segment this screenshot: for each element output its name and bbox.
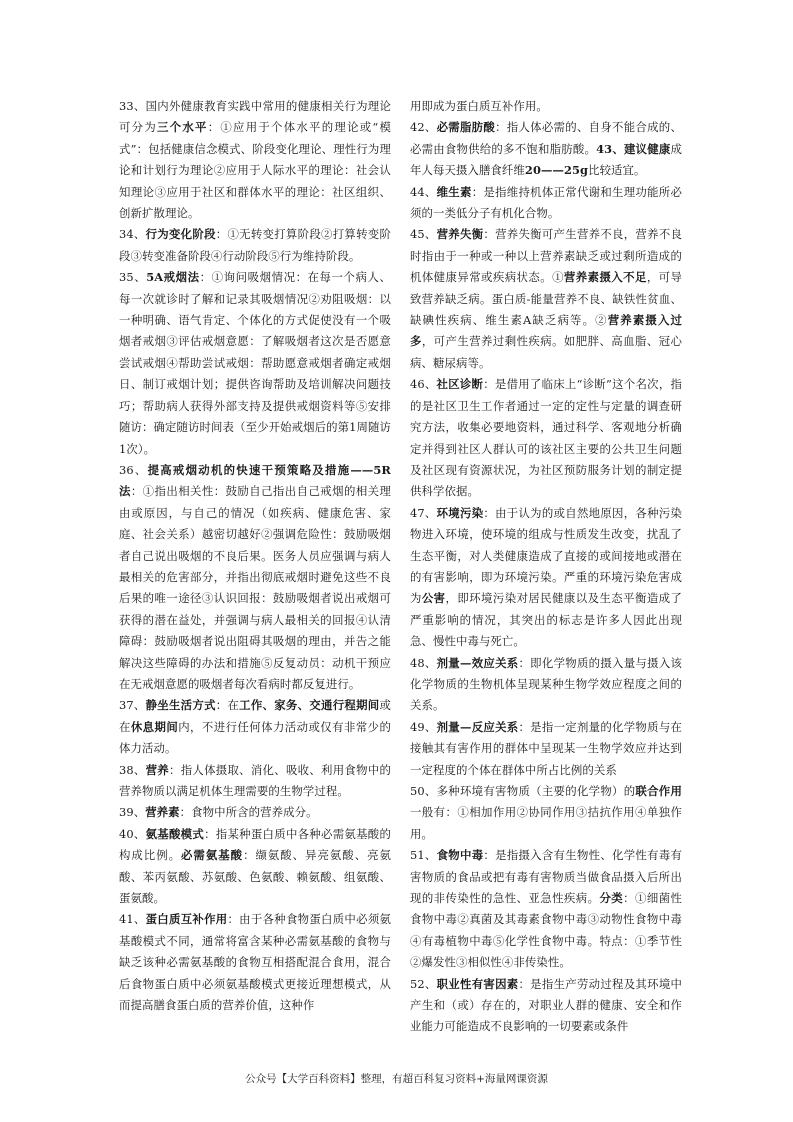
text-run: ：①无转变打算阶段②打算转变阶段③转变准备阶段④行动阶段⑤行为维持阶段。 (119, 227, 391, 263)
paragraph (119, 267, 391, 460)
paragraph (410, 503, 682, 653)
paragraph (119, 460, 391, 695)
text-run: ：食物中所含的营养成分。 (179, 805, 318, 820)
paragraph (119, 909, 391, 1016)
page-footer: 公众号【大学百科资料】整理，有超百科复习资料+海量网课资源 (245, 1073, 548, 1085)
paragraph (119, 224, 391, 267)
paragraph (410, 182, 682, 225)
text-run: ，可导致营养缺乏病。蛋白质-能量营养不良、缺铁性贫血、缺碘性疾病、维生素A缺乏病等。② (410, 270, 682, 328)
paragraph (119, 695, 391, 759)
bold-term: 营养素摄入过多 (410, 313, 683, 349)
bold-term: 营养失衡 (436, 227, 484, 242)
text-run: 38、 (119, 762, 146, 777)
paragraph (410, 974, 682, 1038)
text-run: ：是借用了临床上“诊断”这个名次，指的是社区卫生工作者通过一定的定性与定量的调查研究方法，收集必要地资料，通过科学、客观地分析确定并得到社区人群认可的该社区主要的公共卫生问题及社区现有资源状况，为社区预防服务计划的制定提供科学依据。 (410, 377, 682, 499)
text-run: ：由于各种食物蛋白质中必须氨基酸模式不同，通常将富含某种必需氨基酸的食物与缺乏该种必需氨基酸的食物互相搭配混合食用，混合后食物蛋白质中必须氨基酸模式更接近理想模式，从而提高膳食蛋白质的营养价值，这种作 (119, 912, 392, 1013)
text-run: ：指人体必需的、自身不能合成的、必需由食物供给的多不饱和脂肪酸。 (410, 120, 682, 156)
bold-term: 5A戒烟法 (146, 270, 200, 285)
paragraph (410, 717, 682, 781)
bold-term: 公害 (421, 591, 446, 606)
text-run: 46、 (410, 377, 437, 392)
bold-term: 蛋白质互补作用 (145, 912, 228, 927)
paragraph (410, 781, 682, 845)
text-run: 48、 (410, 655, 437, 670)
paragraph (410, 224, 682, 374)
text-run: 用即成为蛋白质互补作用。 (410, 99, 548, 113)
text-run: 47、 (410, 505, 437, 520)
bold-term: 营养素摄入不足 (563, 270, 647, 285)
text-run: 51、 (410, 848, 437, 863)
text-run: ：①应用于个体水平的理论或“模式”：包括健康信念模式、阶段变化理论、理性行为理论和计划行为理论②应用于人际水平的理论：社会认知理论③应用于社区和群体水平的理论：社区组织、创新扩散理论。 (119, 120, 391, 221)
text-run: 49、 (410, 719, 437, 734)
text-run: 34、 (119, 227, 146, 242)
text-run: ：是指一定剂量的化学物质与在接触其有害作用的群体中呈现某一生物学效应并达到一定程度的个体在群体中所占比例的关系 (410, 719, 683, 777)
bold-term: 休息期间 (130, 719, 179, 734)
text-run: 33、国内外健康教育实践中常用的健康相关行为理论可分为 (119, 99, 391, 135)
text-run: ：指某种蛋白质中各种必需氨基酸的构成比例。 (119, 826, 391, 863)
bold-term: 维生素 (436, 184, 472, 199)
bold-term: 43、建议健康 (596, 141, 671, 156)
text-run: ，可产生营养过剩性疾病。如肥胖、高血脂、冠心病、糖尿病等。 (410, 334, 682, 370)
text-run: ：是指生产劳动过程及其环境中产生和（或）存在的，对职业人群的健康、安全和作业能力可能造成不良影响的一切要素或条件 (410, 976, 683, 1034)
right-column (410, 96, 682, 1038)
bold-term: 剂量—反应关系 (436, 719, 519, 734)
bold-term: 三个水平 (157, 120, 208, 135)
text-run: 42、 (410, 120, 437, 135)
text-run: ，即环境污染对居民健康以及生态平衡造成了严重影响的情况，其突出的标志是许多人因此出现急、慢性中毒与死亡。 (410, 591, 682, 649)
text-run: 52、 (410, 976, 437, 991)
bold-term: 营养 (145, 762, 169, 777)
text-run: ：是指摄入含有生物性、化学性有毒有害物质的食品或把有毒有害物质当做食品摄入后所出现的非传染性的急性、亚急性疾病。 (410, 848, 683, 906)
text-run: 50、多种环境有害物质（主要的化学物）的 (410, 784, 636, 798)
bold-term: 行为变化阶段 (145, 227, 216, 242)
bold-term: 20——25g (524, 163, 589, 178)
bold-term: 联合作用 (635, 784, 682, 798)
paragraph (119, 802, 391, 823)
text-run: 一般有：①相加作用②协同作用③拮抗作用④单独作用。 (410, 805, 682, 841)
paragraph (410, 117, 682, 181)
text-run: ：由于认为的或自然地原因，各种污染物进入环境，使环境的组成与性质发生改变，扰乱了生态平衡，对人类健康造成了直接的或间接地或潜在的有害影响，即为环境污染。严重的环境污染危害成为 (410, 505, 683, 606)
bold-term: 食物中毒 (436, 848, 484, 863)
paragraph (119, 96, 391, 224)
text-run: 45、 (410, 227, 437, 242)
text-run: ：营养失衡可产生营养不良，营养不良时指由于一种或一种以上营养素缺乏或过剩所造成的机体健康异常或疾病状态。① (410, 227, 683, 285)
bold-term: 环境污染 (436, 505, 484, 520)
text-run: 或在 (119, 698, 391, 734)
paragraph (119, 824, 391, 910)
bold-term: 营养素 (145, 805, 180, 820)
text-run: 比较适宜。 (588, 163, 646, 178)
paragraph (410, 845, 682, 973)
text-run: 40、 (119, 826, 146, 841)
bold-term: 必需氨基酸 (181, 848, 244, 863)
text-run: 内，不进行任何体力活动或仅有非常少的体力活动。 (119, 719, 391, 756)
text-run: ：①询问吸烟情况：在每一个病人、每一次就诊时了解和记录其吸烟情况②劝阻吸烟：以一种明确、语气肯定、个体化的方式促使没有一个吸烟者戒烟③评估戒烟意愿：了解吸烟者这次是否愿意尝试戒烟④帮助尝试戒烟：帮助愿意戒烟者确定戒烟日、制订戒烟计划；提供咨询帮助及培训解决问题技巧；帮助病人获得外部支持及提供戒烟资料等⑤安排随访：确定随访时间表（至少开始戒烟后的第1周随访1次）。 (119, 270, 392, 456)
bold-term: 职业性有害因素 (436, 976, 519, 991)
bold-term: 提高戒烟动机的快速干预策略及措施——5R法 (119, 462, 391, 499)
text-run: ：缬氨酸、异亮氨酸、亮氨酸、苯丙氨酸、苏氨酸、色氨酸、赖氨酸、组氨酸、蛋氨酸。 (119, 848, 391, 906)
text-run: 41、 (119, 912, 146, 927)
text-run: 39、 (119, 805, 146, 820)
text-run: ：①细菌性食物中毒②真菌及其毒素食物中毒③动物性食物中毒④有毒植物中毒⑤化学性食物中毒。特点：①季节性②爆发性③相似性④非传染性。 (410, 891, 682, 970)
text-run: 37、 (119, 698, 146, 713)
text-run: ：①指出相关性：鼓励自己指出自己戒烟的相关理由或原因，与自己的情况（如疾病、健康危害、家庭、社会关系）越密切越好②强调危险性：鼓励吸烟者自己说出吸烟的不良后果。医务人员应强调与病人最相关的危害部分，并指出彻底戒烟时避免这些不良后果的唯一途径③认识回报：鼓励吸烟者说出戒烟可获得的潜在益处，并强调与病人最相关的回报④认清障碍：鼓励吸烟者说出阻碍其吸烟的理由，并告之能解决这些障碍的办法和措施⑤反复动员：动机干预应在无戒烟意愿的吸烟者每次看病时都反复进行。 (119, 484, 391, 691)
text-run: 成年人每天摄入膳食纤维 (410, 141, 682, 178)
bold-term: 分类 (599, 891, 624, 906)
text-run: 44、 (410, 184, 437, 199)
paragraph (119, 760, 391, 803)
text-run: ：是指维持机体正常代谢和生理功能所必须的一类低分子有机化合物。 (410, 184, 682, 221)
text-run: ：指人体摄取、消化、吸收、利用食物中的营养物质以满足机体生理需要的生物学过程。 (119, 762, 392, 798)
paragraph (410, 374, 682, 502)
text-run: ：在 (215, 698, 240, 713)
bold-term: 工作、家务、交通行程期间 (239, 698, 380, 713)
text-run: 36、 (119, 462, 148, 477)
bold-term: 氨基酸模式 (145, 826, 205, 841)
left-column (119, 96, 391, 1016)
bold-term: 静坐生活方式 (145, 698, 216, 713)
bold-term: 必需脂肪酸 (436, 120, 496, 135)
bold-term: 社区诊断 (436, 377, 484, 392)
bold-term: 剂量—效应关系 (436, 655, 519, 670)
paragraph (410, 96, 682, 117)
text-run: 35、 (119, 270, 147, 285)
text-run: ：即化学物质的摄入量与摄入该化学物质的生物机体呈现某种生物学效应程度之间的关系。 (410, 655, 683, 713)
paragraph (410, 653, 682, 717)
